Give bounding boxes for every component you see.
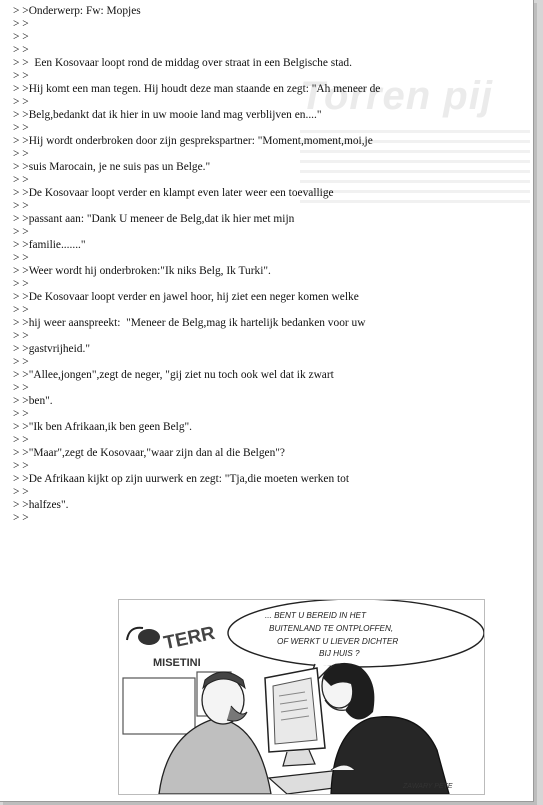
email-line: > >"Allee,jongen",zegt de neger, "gij ziet nu toch ook wel dat ik zwart xyxy=(13,369,334,381)
bleed-through-title: Torren pij xyxy=(300,74,493,118)
man-right-figure xyxy=(322,663,449,794)
email-body xyxy=(13,5,528,525)
sign-bottom-text: MISETINI xyxy=(153,657,201,669)
email-line: > > xyxy=(13,200,29,212)
computer-monitor xyxy=(265,668,325,766)
email-line: > >gastvrijheid." xyxy=(13,343,90,355)
wall-frame xyxy=(123,678,195,734)
email-line: > > xyxy=(13,122,29,134)
email-line: > >ben". xyxy=(13,395,53,407)
wall-sign xyxy=(127,623,217,669)
email-line: > > xyxy=(13,96,29,108)
sign-top-text: TERR xyxy=(161,622,217,655)
email-line: > > xyxy=(13,31,29,43)
email-line: > >hij weer aanspreekt: "Meneer de Belg,mag ik hartelijk bedanken voor uw xyxy=(13,317,366,329)
email-line: > > xyxy=(13,330,29,342)
email-line: > >Weer wordt hij onderbroken:"Ik niks Belg, Ik Turki". xyxy=(13,265,271,277)
email-line: > >"Maar",zegt de Kosovaar,"waar zijn dan al die Belgen"? xyxy=(13,447,285,459)
email-line: > >halfzes". xyxy=(13,499,69,511)
cartoon xyxy=(118,599,485,795)
email-line: > > xyxy=(13,148,29,160)
artist-signature: ZAWARY PETE xyxy=(403,783,453,790)
email-line: > > xyxy=(13,70,29,82)
speech-line: BIJ HUIS ? xyxy=(319,649,360,658)
speech-line: ... BENT U BEREID IN HET xyxy=(265,611,366,620)
man-left-figure xyxy=(159,672,271,794)
email-line: > > xyxy=(13,18,29,30)
email-line: > >Belg,bedankt dat ik hier in uw mooie land mag verblijven en...." xyxy=(13,109,322,121)
email-line: > > xyxy=(13,174,29,186)
email-line: > > xyxy=(13,278,29,290)
email-line: > > xyxy=(13,304,29,316)
speech-line: BUITENLAND TE ONTPLOFFEN, xyxy=(269,624,394,633)
email-line: > > Een Kosovaar loopt rond de middag over straat in een Belgische stad. xyxy=(13,57,352,69)
speech-line: OF WERKT U LIEVER DICHTER xyxy=(277,637,399,646)
email-line: > > xyxy=(13,434,29,446)
email-line: > > xyxy=(13,382,29,394)
email-line: > >Hij komt een man tegen. Hij houdt deze man staande en zegt: "Ah meneer de xyxy=(13,83,381,95)
email-line: > >De Kosovaar loopt verder en jawel hoor, hij ziet een neger komen welke xyxy=(13,291,359,303)
email-line: > >"Ik ben Afrikaan,ik ben geen Belg". xyxy=(13,421,193,433)
email-line: > >suis Marocain, je ne suis pas un Belge." xyxy=(13,161,211,173)
email-line: > > xyxy=(13,252,29,264)
email-line: > > xyxy=(13,486,29,498)
email-line: > > xyxy=(13,460,29,472)
email-line: > >De Afrikaan kijkt op zijn uurwerk en zegt: "Tja,die moeten werken tot xyxy=(13,473,350,485)
email-line: > >familie......." xyxy=(13,239,86,251)
email-line: > > xyxy=(13,44,29,56)
email-line: > >passant aan: "Dank U meneer de Belg,dat ik hier met mijn xyxy=(13,213,295,225)
email-line: > > xyxy=(13,226,29,238)
email-line: > > xyxy=(13,512,29,524)
email-line: > > xyxy=(13,408,29,420)
email-line: > >Onderwerp: Fw: Mopjes xyxy=(13,5,141,17)
email-line: > >Hij wordt onderbroken door zijn gesprekspartner: "Moment,moment,moi,je xyxy=(13,135,373,147)
email-line: > > xyxy=(13,356,29,368)
email-line: > >De Kosovaar loopt verder en klampt even later weer een toevallige xyxy=(13,187,334,199)
